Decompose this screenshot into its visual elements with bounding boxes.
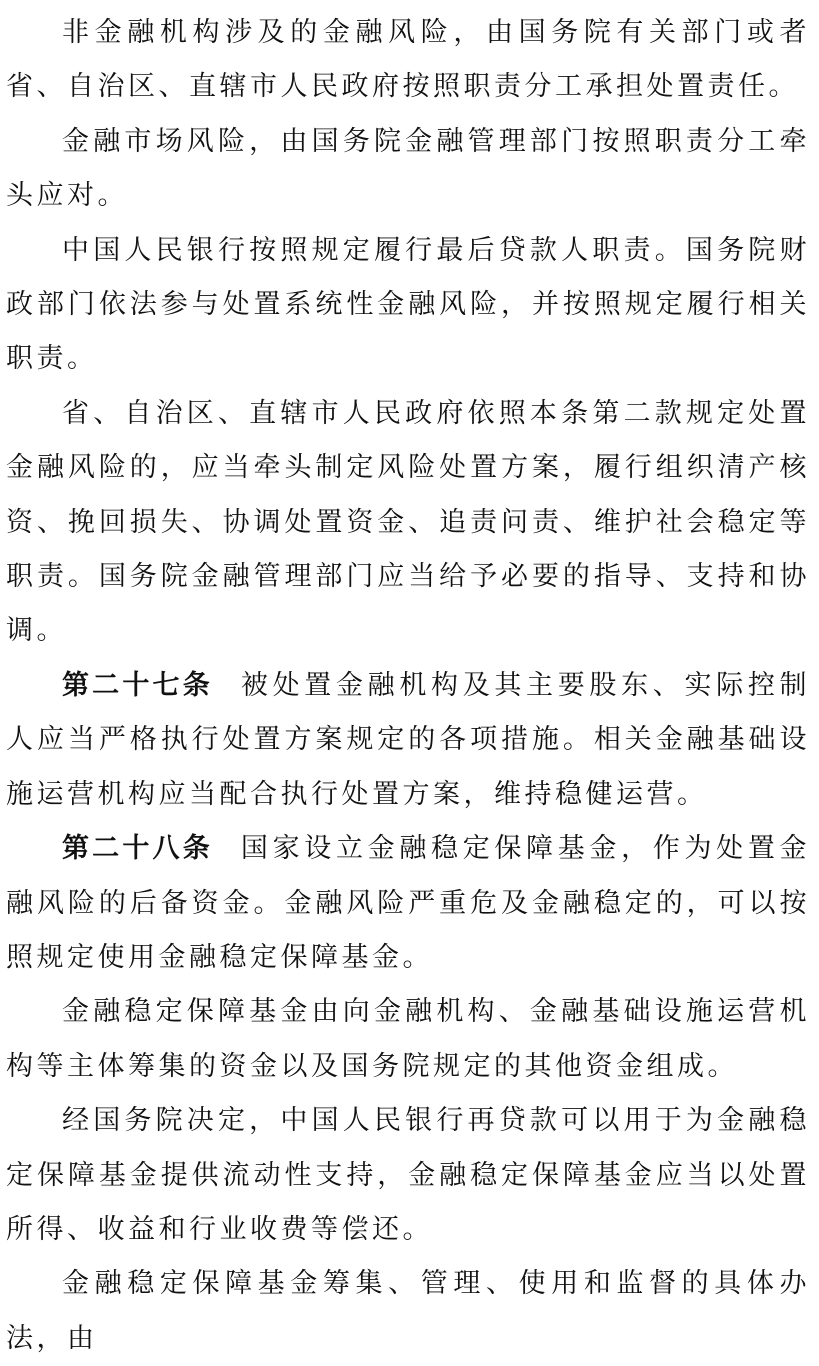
paragraph-text: 金融稳定保障基金由向金融机构、金融基础设施运营机构等主体筹集的资金以及国务院规定的其他资金组成。 — [6, 996, 810, 1082]
paragraph-2 — [6, 115, 810, 224]
paragraph-1 — [6, 6, 810, 115]
paragraph-9 — [6, 1257, 810, 1366]
paragraph-3 — [6, 224, 810, 387]
paragraph-8 — [6, 1094, 810, 1257]
article-28 — [6, 822, 810, 985]
paragraph-text: 被处置金融机构及其主要股东、实际控制人应当严格执行处置方案规定的各项措施。相关金融基础设施运营机构应当配合执行处置方案，维持稳健运营。 — [6, 669, 811, 810]
paragraph-text: 经国务院决定，中国人民银行再贷款可以用于为金融稳定保障基金提供流动性支持，金融稳定保障基金应当以处置所得、收益和行业收费等偿还。 — [6, 1105, 810, 1245]
paragraph-text: 中国人民银行按照规定履行最后贷款人职责。国务院财政部门依法参与处置系统性金融风险，并按照规定履行相关职责。 — [6, 234, 810, 375]
paragraph-text: 省、自治区、直辖市人民政府依照本条第二款规定处置金融风险的，应当牵头制定风险处置方案，履行组织清产核资、挽回损失、协调处置资金、追责问责、维护社会稳定等职责。国务院金融管理部门应当给予必要的指导、支持和协调。 — [6, 397, 810, 647]
paragraph-7 — [6, 985, 810, 1094]
article-27 — [6, 659, 810, 822]
article-heading: 第二十八条 — [62, 833, 213, 865]
paragraph-text: 金融稳定保障基金筹集、管理、使用和监督的具体办法，由 — [6, 1268, 810, 1354]
paragraph-text: 非金融机构涉及的金融风险，由国务院有关部门或者省、自治区、直辖市人民政府按照职责分工承担处置责任。 — [6, 17, 810, 103]
paragraph-text: 国家设立金融稳定保障基金，作为处置金融风险的后备资金。金融风险严重危及金融稳定的，可以按照规定使用金融稳定保障基金。 — [6, 833, 811, 973]
article-heading: 第二十七条 — [62, 669, 213, 701]
paragraph-4 — [6, 387, 810, 659]
paragraph-text: 金融市场风险，由国务院金融管理部门按照职责分工牵头应对。 — [6, 125, 810, 212]
